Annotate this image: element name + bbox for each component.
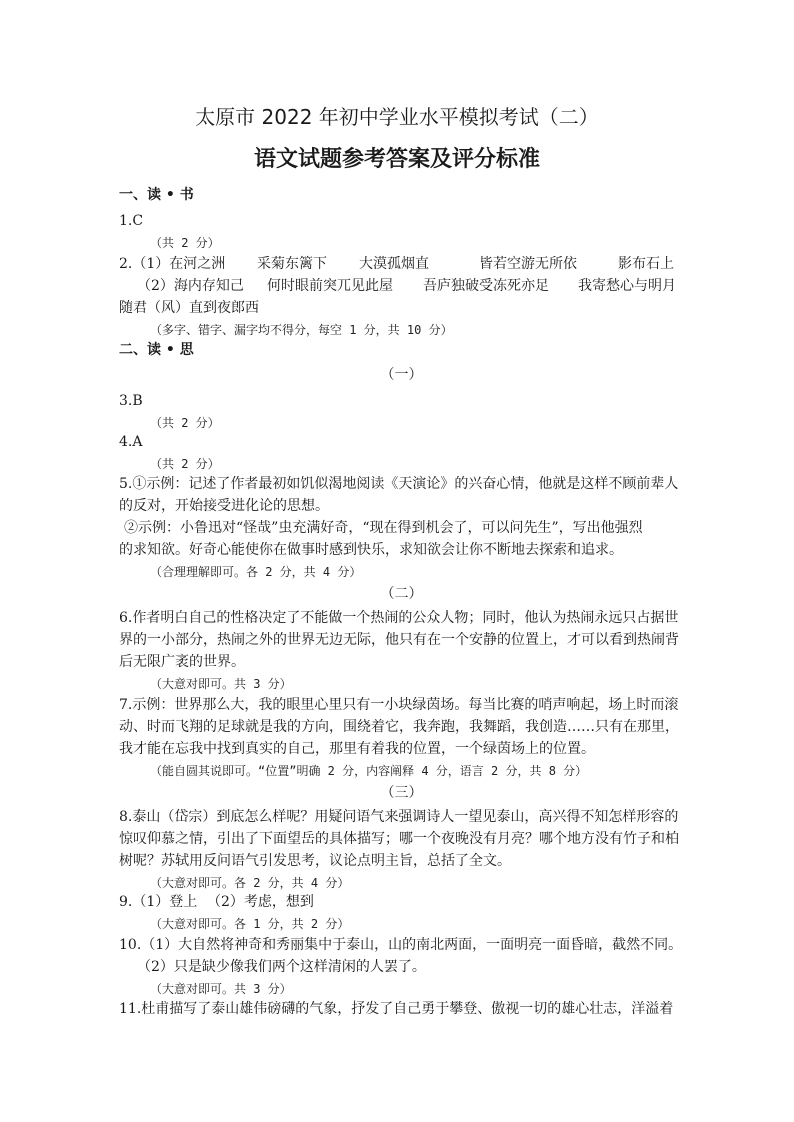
answer-q6-line2: 界的一小部分，热闹之外的世界无边无际，他只有在一个安静的位置上，才可以看到热闹背 [119, 632, 679, 648]
answer-q5-line3: ②示例：小鲁迅对“怪哉”虫充满好奇，“现在得到机会了，可以问先生”，写出他强烈 [124, 520, 643, 536]
answer-q8-line1: 8.泰山（岱宗）到底怎么样呢？用疑问语气来强调诗人一望见泰山，高兴得不知怎样形容的 [119, 809, 679, 825]
score-note-q7: （能自圆其说即可。“位置”明确 2 分，内容阐释 4 分，语言 2 分，共 8 分） [150, 764, 588, 778]
answer-q1: 1.C [119, 213, 144, 229]
q2-blank-3: 大漠孤烟直 [359, 256, 429, 272]
score-note-q5: （合理理解即可。各 2 分，共 4 分） [150, 565, 362, 579]
answer-q11-line1: 11.杜甫描写了泰山雄伟磅礴的气象，抒发了自己勇于攀登、傲视一切的雄心壮志，洋溢着 [119, 1001, 674, 1017]
answer-q7-line2: 动、时而飞翔的足球就是我的方向，围绕着它，我奔跑，我舞蹈，我创造……只有在那里， [119, 719, 679, 735]
score-note-q9: （大意对即可。各 1 分，共 2 分） [150, 917, 350, 931]
answer-q10-line1: 10.（1）大自然将神奇和秀丽集中于泰山，山的南北两面，一面明亮一面昏暗，截然不同。 [119, 937, 683, 953]
score-note-q4: （共 2 分） [150, 457, 220, 471]
q2-blank-9: 我寄愁心与明月 [578, 278, 676, 294]
answer-q2-line1 [119, 253, 684, 275]
answer-q8-line2: 惊叹仰慕之情，引出了下面望岳的具体描写；哪一个夜晚没有月亮？哪个地方没有竹子和柏 [119, 831, 679, 847]
answer-q2-line2 [137, 275, 684, 297]
section-heading-read-think: 二、读 • 思 [119, 342, 194, 358]
answer-q5-line1: 5.①示例：记述了作者最初如饥似渴地阅读《天演论》的兴奋心情，他就是这样不顾前辈人 [119, 476, 679, 492]
q9-part1: 9.（1）登上 [119, 894, 198, 910]
answer-q5-line2: 的反对，开始接受进化论的思想。 [119, 498, 329, 514]
q2-blank-7: 何时眼前突兀见此屋 [267, 278, 393, 294]
answer-q6-line3: 后无限广袤的世界。 [119, 654, 245, 670]
section-heading-read-book: 一、读 • 书 [119, 187, 194, 203]
score-note-q8: （大意对即可。各 2 分，共 4 分） [150, 876, 350, 890]
answer-q2-line3: 随君（风）直到夜郎西 [119, 300, 259, 316]
answer-q9-line1 [119, 891, 684, 913]
q2-blank-6: （2）海内存知己 [137, 278, 244, 294]
score-note-q6: （大意对即可。共 3 分） [150, 677, 292, 691]
answer-q4: 4.A [119, 434, 143, 450]
answer-q10-line2: （2）只是缺少像我们两个这样清闲的人罢了。 [137, 959, 426, 975]
part-label-3: （三） [380, 785, 423, 801]
answer-q3: 3.B [119, 393, 143, 409]
q2-blank-2: 采菊东篱下 [257, 256, 327, 272]
answer-q6-line1: 6.作者明白自己的性格决定了不能做一个热闹的公众人物；同时，他认为热闹永远只占据世 [119, 610, 679, 626]
part-label-1: （一） [380, 367, 423, 383]
score-note-q2: （多字、错字、漏字均不得分，每空 1 分，共 10 分） [150, 323, 453, 337]
q9-part2: （2）考虑，想到 [207, 894, 314, 910]
q2-blank-4: 皆若空游无所依 [479, 256, 577, 272]
answer-q7-line1: 7.示例：世界那么大，我的眼里心里只有一小块绿茵场。每当比赛的哨声响起，场上时而滚 [119, 697, 679, 713]
q2-blank-1: 2.（1）在河之洲 [119, 256, 226, 272]
page-title: 太原市 2022 年初中学业水平模拟考试（二） [195, 105, 599, 129]
part-label-2: （二） [380, 586, 423, 602]
answer-q7-line3: 我才能在忘我中找到真实的自己，那里有着我的位置，一个绿茵场上的位置。 [119, 741, 595, 757]
answer-q8-line3: 树呢？苏轼用反问语气引发思考，议论点明主旨，总括了全文。 [119, 853, 511, 869]
q2-blank-8: 吾庐独破受冻死亦足 [423, 278, 549, 294]
score-note-q1: （共 2 分） [150, 236, 220, 250]
page-subtitle: 语文试题参考答案及评分标准 [253, 147, 540, 172]
answer-q5-line4: 的求知欲。好奇心能使你在做事时感到快乐，求知欲会让你不断地去探索和追求。 [119, 542, 623, 558]
score-note-q3: （共 2 分） [150, 416, 220, 430]
q2-blank-5: 影布石上 [618, 256, 674, 272]
score-note-q10: （大意对即可。共 3 分） [150, 982, 292, 996]
